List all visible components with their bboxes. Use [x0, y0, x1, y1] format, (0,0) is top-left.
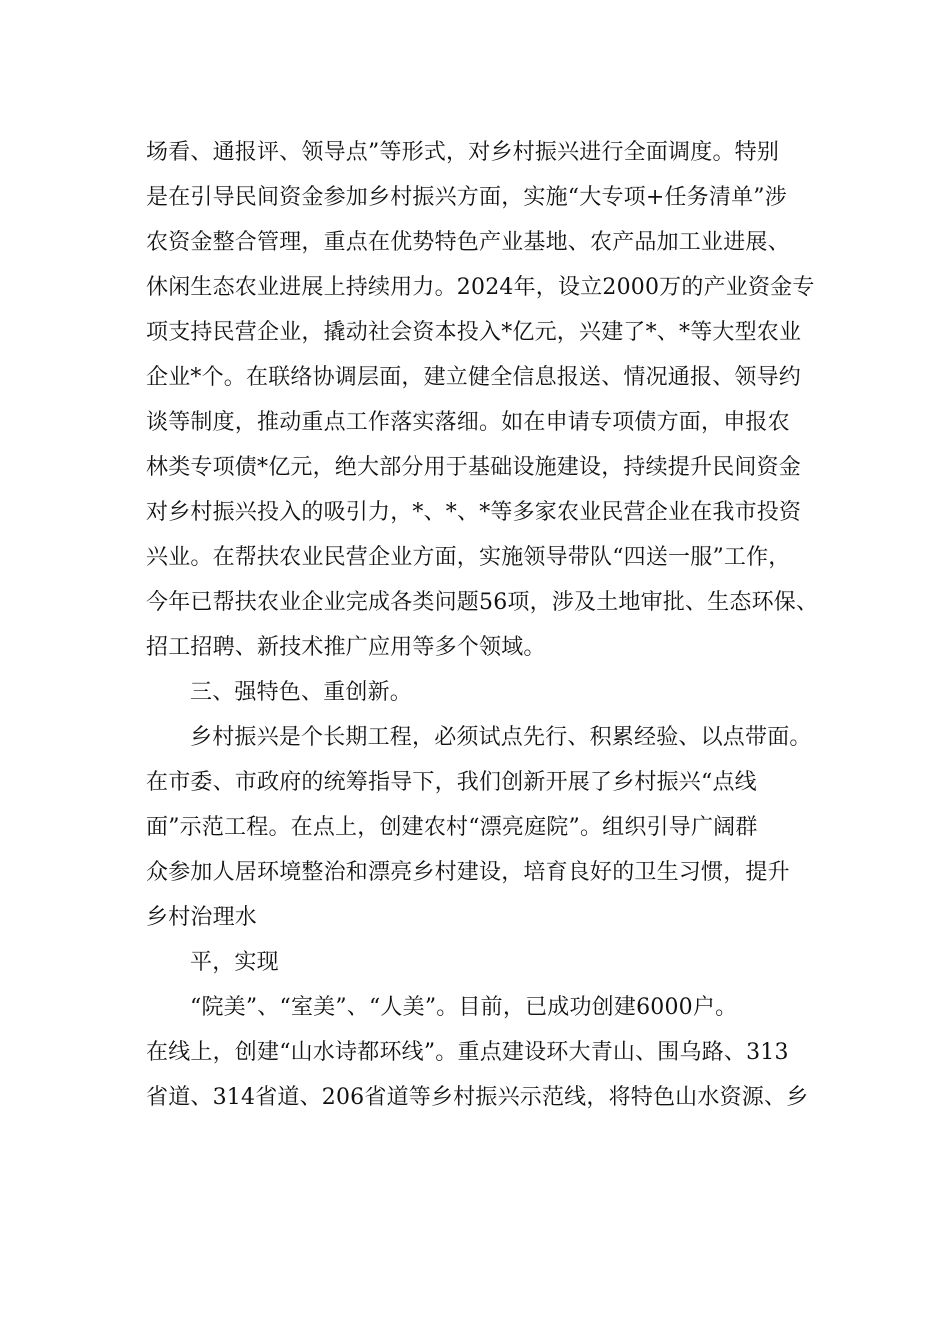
text-line: 乡村振兴是个长期工程，必须试点先行、积累经验、以点带面。 — [190, 725, 812, 750]
text-line: 今年已帮扶农业企业完成各类问题56项，涉及土地审批、生态环保、 — [146, 590, 819, 615]
text-line: 林类专项债*亿元，绝大部分用于基础设施建设，持续提升民间资金 — [146, 455, 802, 480]
text-line: 兴业。在帮扶农业民营企业方面，实施领导带队“四送一服”工作， — [146, 545, 791, 570]
text-line: 对乡村振兴投入的吸引力，*、*、*等多家农业民营企业在我市投资 — [146, 500, 802, 525]
text-line: 面”示范工程。在点上，创建农村“漂亮庭院”。组织引导广阔群 — [146, 815, 758, 840]
text-line: 招工招聘、新技术推广应用等多个领域。 — [146, 635, 546, 660]
text-line: 农资金整合管理，重点在优势特色产业基地、农产品加工业进展、 — [146, 230, 790, 255]
text-line: 在线上，创建“山水诗都环线”。重点建设环大青山、围乌路、313 — [146, 1040, 789, 1065]
text-line: 谈等制度，推动重点工作落实落细。如在申请专项债方面，申报农 — [146, 410, 790, 435]
text-line: 是在引导民间资金参加乡村振兴方面，实施“大专项+任务清单”涉 — [146, 185, 787, 210]
text-line: 场看、通报评、领导点”等形式，对乡村振兴进行全面调度。特别 — [146, 140, 780, 165]
text-line: 乡村治理水 — [146, 905, 258, 930]
text-line: 平，实现 — [190, 950, 279, 975]
text-line: 休闲生态农业进展上持续用力。2024年，设立2000万的产业资金专 — [146, 275, 815, 300]
text-line: 在市委、市政府的统筹指导下，我们创新开展了乡村振兴“点线 — [146, 770, 757, 795]
text-line: “院美”、“室美”、“人美”。目前，已成功创建6000户。 — [190, 995, 738, 1020]
text-line: 众参加人居环境整治和漂亮乡村建设，培育良好的卫生习惯，提升 — [146, 860, 790, 885]
text-line: 企业*个。在联络协调层面，建立健全信息报送、情况通报、领导约 — [146, 365, 802, 390]
text-line: 省道、314省道、206省道等乡村振兴示范线，将特色山水资源、乡 — [146, 1085, 809, 1110]
section-heading: 三、强特色、重创新。 — [190, 680, 413, 705]
text-line: 项支持民营企业，撬动社会资本投入*亿元，兴建了*、*等大型农业 — [146, 320, 802, 345]
